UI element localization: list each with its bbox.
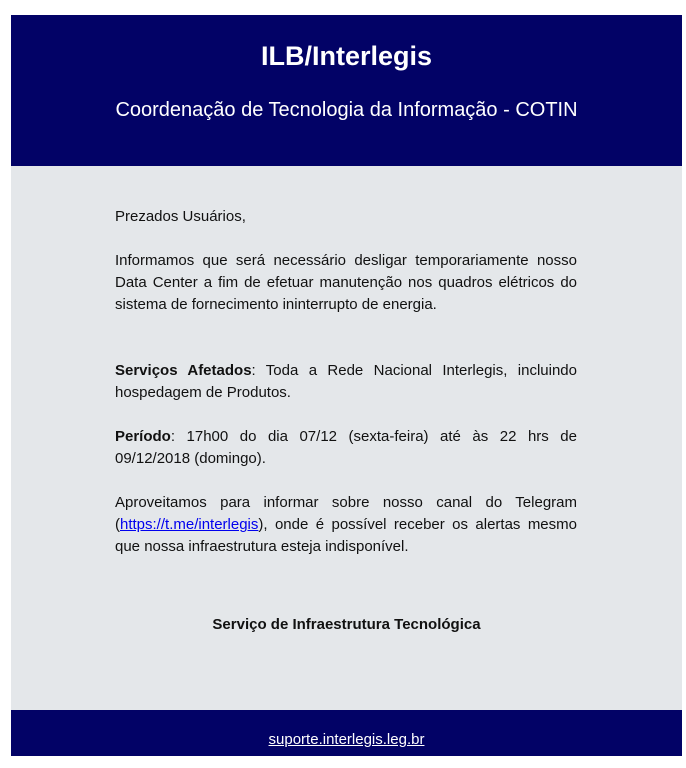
intro-paragraph: Informamos que será necessário desligar temporariamente nosso Data Center a fim de efetuar manutenção nos quadros elétricos do sistema de fornecimento ininterrupto de energia. <box>115 252 577 313</box>
telegram-text-before: Aproveitamos para informar sobre nosso canal do Telegram ( <box>115 494 577 533</box>
email-container <box>11 15 682 756</box>
affected-services-paragraph <box>115 360 577 404</box>
greeting: Prezados Usuários, <box>115 208 246 225</box>
email-header <box>11 15 682 166</box>
email-footer <box>11 710 682 756</box>
affected-services-text: : Toda a Rede Nacional Interlegis, incluindo hospedagem de Produtos. <box>115 362 577 401</box>
telegram-text-after: ), onde é possível receber os alertas mesmo que nossa infraestrutura esteja indisponível. <box>115 516 577 555</box>
period-paragraph <box>115 426 577 470</box>
header-subtitle: Coordenação de Tecnologia da Informação - COTIN <box>115 99 578 121</box>
affected-services-label: Serviços Afetados <box>115 362 252 379</box>
header-title: ILB/Interlegis <box>260 41 433 71</box>
support-link[interactable]: suporte.interlegis.leg.br <box>268 731 425 748</box>
telegram-paragraph <box>115 492 577 558</box>
period-text: : 17h00 do dia 07/12 (sexta-feira) até às 22 hrs de 09/12/2018 (domingo). <box>115 428 577 467</box>
signature: Serviço de Infraestrutura Tecnológica <box>212 616 481 633</box>
period-label: Período <box>115 428 171 445</box>
telegram-link[interactable]: https://t.me/interlegis <box>120 516 259 533</box>
email-body <box>115 206 577 558</box>
